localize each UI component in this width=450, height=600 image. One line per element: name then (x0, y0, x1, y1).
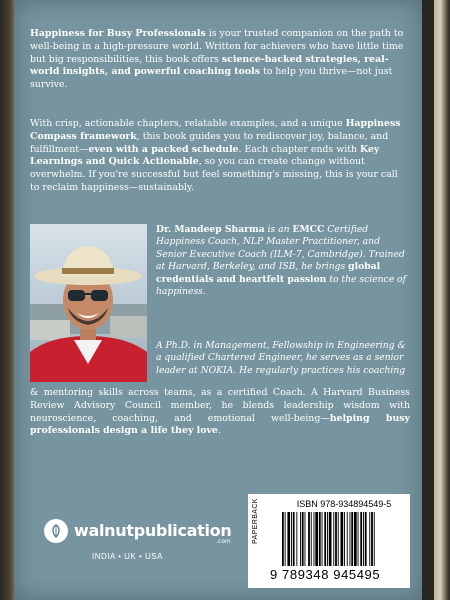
barcode-bar (293, 512, 295, 566)
barcode-bar (305, 512, 306, 566)
text-run: to the science of happiness. (156, 273, 406, 298)
barcode-bar (369, 512, 370, 566)
author-bio-paragraph-1 (156, 224, 410, 298)
barcode-bar (365, 512, 367, 566)
publisher-regions: INDIA • UK • USA (92, 552, 163, 561)
bold-text-run: helping busy professionals design a life they love (30, 412, 410, 437)
isbn-number: ISBN 978-934894549-5 (296, 499, 392, 509)
barcode-bar (291, 512, 292, 566)
barcode-bar (350, 512, 351, 566)
barcode-bar (374, 512, 375, 566)
author-photo (30, 224, 147, 382)
text-run: to help you thrive—not just survive. (30, 66, 393, 91)
text-run: . (217, 425, 221, 437)
text-run: , this book guides you to rediscover joy, balance, and fulfillment— (30, 130, 389, 155)
text-run: & mentoring skills across teams, as a certified Coach. A Harvard Business Review Advisory Council member, he blends leadership wisdom with neuroscience, coaching, and emotional well-being— (30, 387, 410, 424)
barcode-bar (333, 512, 334, 566)
blurb-paragraph-1 (30, 28, 410, 92)
bold-text-run: global credentials and heartfelt passion (156, 261, 381, 285)
author-bio-paragraph-3 (30, 387, 410, 438)
bold-text-run: even with a packed schedule (88, 143, 239, 155)
bold-text-run: Dr. Mandeep Sharma (156, 224, 265, 235)
barcode-bar (351, 512, 353, 566)
barcode-bar (322, 512, 323, 566)
publisher-name: walnutpublication (74, 521, 232, 540)
text-run: is an (264, 224, 293, 235)
bold-text-run: Key Learnings and Quick Actionable (30, 143, 380, 168)
bold-text-run: Happiness for Busy Professionals (30, 28, 206, 39)
barcode-bar (319, 512, 321, 566)
barcode-bar (338, 512, 339, 566)
barcode-bar (300, 512, 301, 566)
text-run: Certified Happiness Coach, NLP Master Practitioner, and Senior Executive Coach (ILM-7, Cambridge). Trained at Harvard, Berkeley, and ISB, he brings (156, 224, 405, 273)
barcode-bar (371, 512, 373, 566)
barcode-bar (324, 512, 326, 566)
barcode-bar (354, 512, 357, 566)
barcode-bar (335, 512, 337, 566)
bold-text-run: EMCC (292, 224, 325, 235)
barcode-digits: 9 789348 945495 (270, 567, 381, 582)
barcode-bar (287, 512, 290, 566)
format-label: PAPERBACK (252, 498, 259, 544)
barcode-bars (282, 512, 406, 566)
walnut-logo-icon (44, 519, 68, 543)
barcode-bar (363, 512, 364, 566)
barcode-bar (315, 512, 318, 566)
barcode-bar (327, 512, 328, 566)
barcode-bar (308, 512, 310, 566)
barcode-bar (296, 512, 297, 566)
publisher-domain: .com (216, 538, 231, 545)
text-run: With crisp, actionable chapters, relatable examples, and a unique (30, 118, 346, 129)
isbn-barcode-block (248, 494, 410, 588)
publisher-logo (44, 519, 244, 579)
barcode-bar (329, 512, 332, 566)
barcode-bar (358, 512, 359, 566)
barcode-bar (302, 512, 304, 566)
barcode-bar (285, 512, 286, 566)
book-page-edge (434, 0, 450, 600)
text-run: A Ph.D. in Management, Fellowship in Engineering & a qualified Chartered Engineer, he serves as a senior leader at NOKIA. He regularly practices his coaching (156, 340, 406, 376)
book-spine-shadow (0, 0, 14, 600)
barcode-bar (347, 512, 348, 566)
text-run: . Each chapter ends with (238, 143, 361, 155)
blurb-paragraph-2 (30, 118, 410, 195)
text-run: is your trusted companion on the path to well-being in a high-pressure world. Written for achievers who have little time but big responsibilities, this book offers (30, 28, 404, 65)
barcode-bar (360, 512, 362, 566)
bold-text-run: Happiness Compass framework (30, 118, 401, 142)
author-bio-paragraph-2 (156, 340, 410, 377)
bold-text-run: science-backed strategies, real-world insights, and powerful coaching tools (30, 53, 389, 78)
barcode-bar (314, 512, 315, 566)
barcode-bar (282, 512, 284, 566)
barcode-bar (311, 512, 312, 566)
barcode-bar (344, 512, 345, 566)
author-portrait-image (30, 224, 147, 382)
text-run: , so you can create change without overwhelm. If you're successful but feel something's missing, this is your call to reclaim happiness—sustainably. (30, 156, 398, 193)
barcode-bar (341, 512, 344, 566)
